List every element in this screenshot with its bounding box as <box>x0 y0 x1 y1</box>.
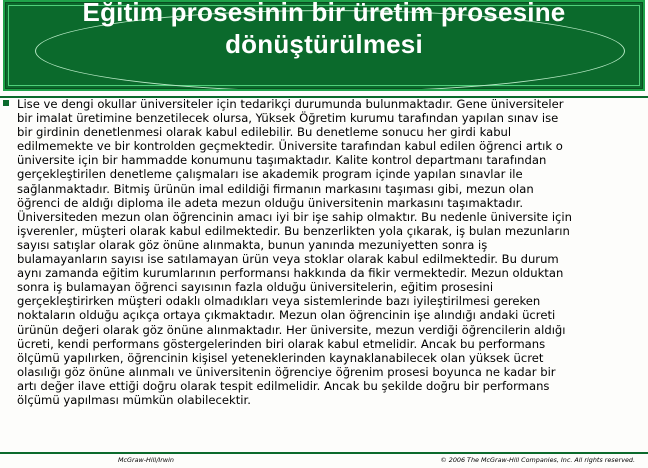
body-line: ölçümü yapılırken, öğrencinin kişisel yeteneklerinden kaynaklanabilecek olan yüksek ücret <box>17 350 544 365</box>
body-line: bulamayanların sayısı ise satılamayan ürün veya stoklar olarak kabul edilmektedir. Bu durum <box>17 252 559 267</box>
footer-copyright: © 2006 The McGraw-Hill Companies, Inc. All rights reserved. <box>440 456 635 464</box>
square-bullet-icon <box>3 100 9 106</box>
body-line: ücreti, kendi performans göstergelerinden biri olarak kabul etmelidir. Ancak bu performans <box>17 336 546 351</box>
body-line: aynı zamanda eğitim kurumlarının performansı hakkında da fikir vermektedir. Mezun olduktan <box>17 266 564 281</box>
body-line: gerçekleştirirken müşteri odaklı olmadıkları veya sistemlerinde bazı iyileştirilmesi gereken <box>17 294 541 309</box>
title-banner <box>3 0 645 91</box>
slide-title <box>5 0 643 60</box>
body-line: sayısı satışlar olarak göz önüne alınmakta, bunun yanında mezuniyetten sonra iş <box>17 237 488 252</box>
body-line: Üniversiteden mezun olan öğrencinin amacı iyi bir işe sahip olmaktır. Bu nedenle üniversite için <box>17 209 572 224</box>
footer-publisher: McGraw-Hill/Irwin <box>118 456 174 464</box>
body-line: artı değer ilave ettiği doğru olarak tespit edilmelidir. Ancak bu şekilde doğru bir performans <box>17 378 550 393</box>
body-line: ürünün değeri olarak göz önüne alınmaktadır. Her üniversite, mezun verdiği öğrencilerin aldığı <box>17 322 566 337</box>
body-line: üniversite için bir hammadde konumunu taşımaktadır. Kalite kontrol departmanı tarafından <box>17 153 547 168</box>
body-line: gerçekleştirilen denetleme çalışmaları ise akademik program içinde yapılan sınavlar ile <box>17 167 523 182</box>
body-line: öğrenci de aldığı diploma ile adeta mezun olduğu üniversitenin markasını taşımaktadır. <box>17 195 524 210</box>
body-line: bir girdinin denetlenmesi olarak kabul edilebilir. Bu denetleme sonucu her girdi kabul <box>17 125 512 140</box>
bottom-divider <box>0 452 648 454</box>
slide-body-paragraph <box>17 97 640 407</box>
slide-title-line-2: dönüştürülmesi <box>225 29 423 59</box>
body-line: Lise ve dengi okullar üniversiteler için tedarikçi durumunda bulunmaktadır. Gene üniversiteler <box>17 97 564 111</box>
body-line: bir imalat üretimine benzetilecek olursa, Yüksek Öğretim kurumu tarafından yapılan sınav ise <box>17 111 559 126</box>
body-line: edilmemekte ve bir kontrolden geçmektedir. Üniversite tarafından kabul edilen öğrenci artık o <box>17 139 563 154</box>
body-line: olasılığı göz önüne alınmalı ve üniversitenin öğrenciye öğrenim prosesi boyunca ne kadar bir <box>17 364 556 379</box>
slide-title-line-1: Eğitim prosesinin bir üretim prosesine <box>82 0 566 27</box>
body-line: sonra iş bulamayan öğrenci sayısının fazla olduğu üniversitelerin, eğitim prosesini <box>17 280 494 295</box>
body-line: ölçümü yapılması mümkün olabilecektir. <box>17 392 251 407</box>
body-line: işverenler, müşteri olarak kabul edilmektedir. Bu benzerlikten yola çıkarak, iş bulan mezunların <box>17 223 570 238</box>
body-line: sağlanmaktadır. Bitmiş ürünün imal edildiği firmanın markasını taşıması gibi, mezun olan <box>17 181 534 196</box>
body-line: noktaların olduğu açıkça ortaya çıkmaktadır. Mezun olan öğrencinin işe alındığı andaki ücreti <box>17 308 556 323</box>
